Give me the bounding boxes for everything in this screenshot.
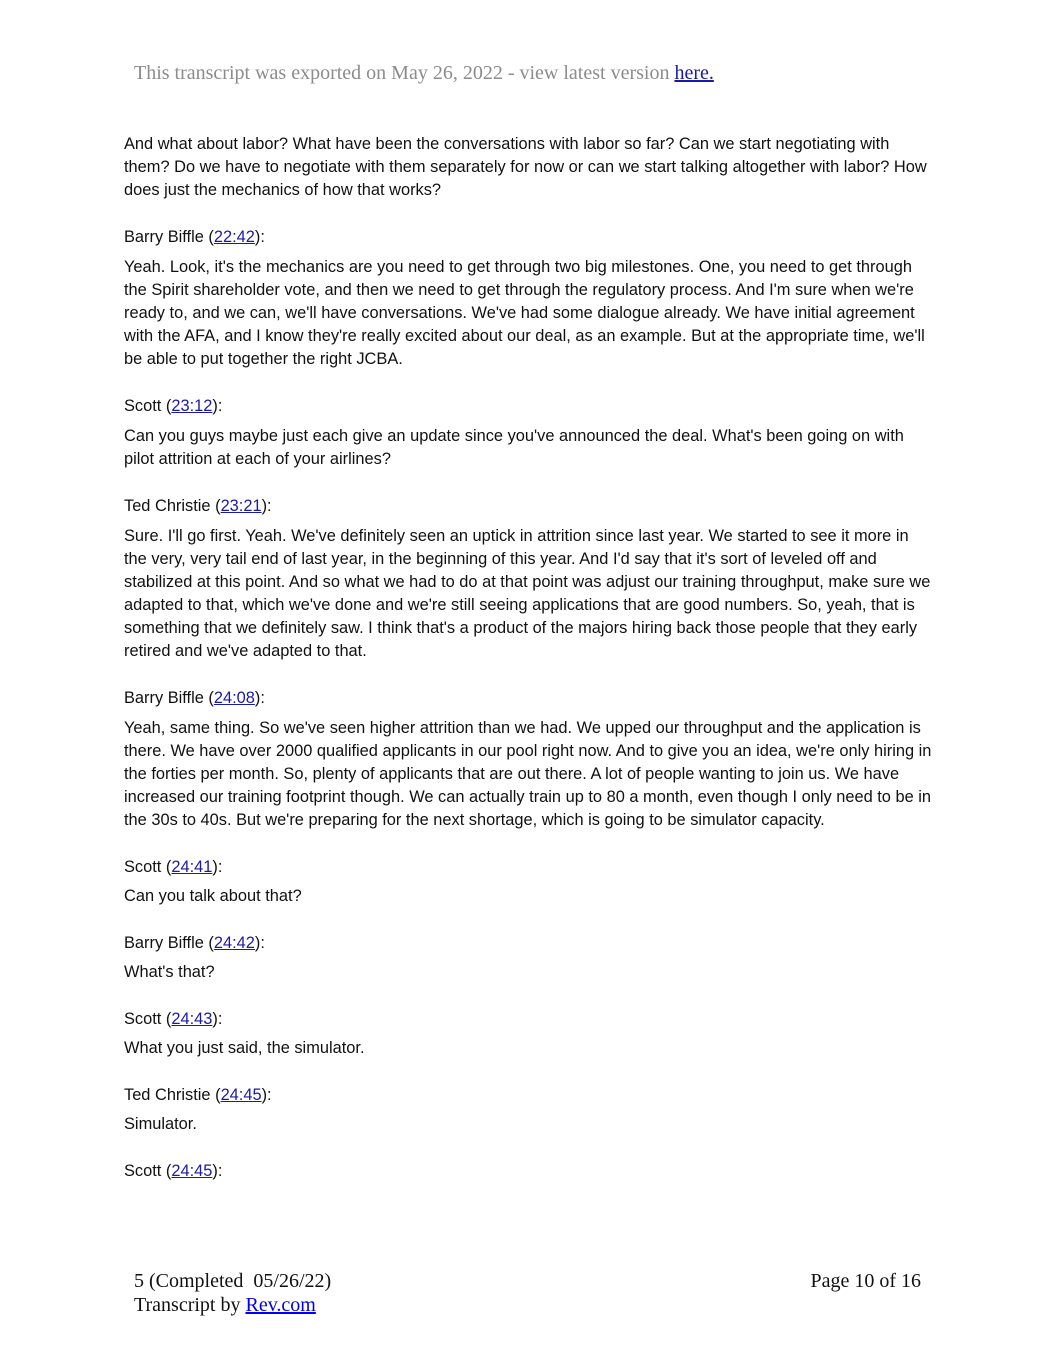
speaker-line: Ted Christie (24:45): <box>124 1086 272 1104</box>
latest-version-link[interactable]: here. <box>674 62 714 84</box>
speaker-name: Scott <box>124 1162 162 1180</box>
speaker-line: Scott (23:12): <box>124 397 223 415</box>
transcript-paragraph: And what about labor? What have been the conversations with labor so far? Can we start negotiating with them? Do we have to negotiate with them separately for now or can we start talking altogether with labor? How does just the mechanics of how that works? <box>124 135 927 199</box>
timestamp-link[interactable]: 24:08 <box>213 689 255 707</box>
speaker-name: Barry Biffle <box>124 934 204 952</box>
timestamp-link[interactable]: 24:45 <box>171 1162 213 1180</box>
timestamp-link[interactable]: 23:21 <box>220 497 262 515</box>
speaker-name: Scott <box>124 1010 162 1028</box>
speaker-name: Barry Biffle <box>124 689 204 707</box>
speaker-line: Ted Christie (23:21): <box>124 497 272 515</box>
speaker-line: Barry Biffle (24:08): <box>124 689 265 707</box>
timestamp-link[interactable]: 24:41 <box>171 858 213 876</box>
transcript-body <box>124 133 934 1189</box>
speaker-line: Barry Biffle (22:42): <box>124 228 265 246</box>
speaker-line: Scott (24:43): <box>124 1010 223 1028</box>
timestamp-link[interactable]: 23:12 <box>171 397 213 415</box>
speaker-name: Ted Christie <box>124 1086 211 1104</box>
timestamp-link[interactable]: 24:43 <box>171 1010 213 1028</box>
speaker-name: Ted Christie <box>124 497 211 515</box>
utterance-text: Simulator. <box>124 1115 197 1133</box>
export-notice <box>134 62 714 85</box>
speaker-name: Barry Biffle <box>124 228 204 246</box>
utterance-text: Sure. I'll go first. Yeah. We've definitely seen an uptick in attrition since last year. We started to see it more in the very, very tail end of last year, in the beginning of this year. And I'd say that it's sort of leveled off and stabilized at this point. And so what we had to do at that point was adjust our training throughput, make sure we adapted to that, which we've done and we're still seeing applications that are good numbers. So, yeah, that is something that we definitely saw. I think that's a product of the majors hiring back those people that they early retired and we've adapted to that. <box>124 527 931 660</box>
utterance-text: What you just said, the simulator. <box>124 1039 365 1057</box>
timestamp-link[interactable]: 24:42 <box>213 934 255 952</box>
utterance-text: Yeah. Look, it's the mechanics are you need to get through two big milestones. One, you need to get through the Spirit shareholder vote, and then we need to get through the regulatory process. And I'm sure when we're ready to, and we can, we'll have conversations. We've had some dialogue already. We have initial agreement with the AFA, and I know they're really excited about our deal, as an example. But at the appropriate time, we'll be able to put together the right JCBA. <box>124 258 925 368</box>
footer-info <box>134 1269 331 1317</box>
timestamp-link[interactable]: 22:42 <box>213 228 255 246</box>
utterance-text: What's that? <box>124 963 215 981</box>
rev-link[interactable]: Rev.com <box>245 1294 316 1316</box>
transcript-turns <box>124 226 934 1183</box>
utterance-text: Yeah, same thing. So we've seen higher attrition than we had. We upped our throughput and the application is there. We have over 2000 qualified applicants in our pool right now. And to give you an idea, we're only hiring in the forties per month. So, plenty of applicants that are out there. A lot of people wanting to join us. We have increased our training footprint though. We can actually train up to 80 a month, even though I only need to be in the 30s to 40s. But we're preparing for the next shortage, which is going to be simulator capacity. <box>124 719 932 829</box>
speaker-line: Scott (24:45): <box>124 1162 223 1180</box>
footer-completion: 5 (Completed 05/26/22) <box>134 1270 332 1292</box>
speaker-line: Barry Biffle (24:42): <box>124 934 265 952</box>
utterance-text: Can you guys maybe just each give an update since you've announced the deal. What's been going on with pilot attrition at each of your airlines? <box>124 427 904 468</box>
utterance-text: Can you talk about that? <box>124 887 302 905</box>
page-number: Page 10 of 16 <box>810 1270 921 1292</box>
speaker-name: Scott <box>124 858 162 876</box>
timestamp-link[interactable]: 24:45 <box>220 1086 262 1104</box>
footer-credit-text: Transcript by <box>134 1294 246 1316</box>
speaker-line: Scott (24:41): <box>124 858 223 876</box>
speaker-name: Scott <box>124 397 162 415</box>
footer-credit <box>134 1293 331 1317</box>
export-notice-text: This transcript was exported on May 26, 2022 - view latest version <box>134 62 675 84</box>
